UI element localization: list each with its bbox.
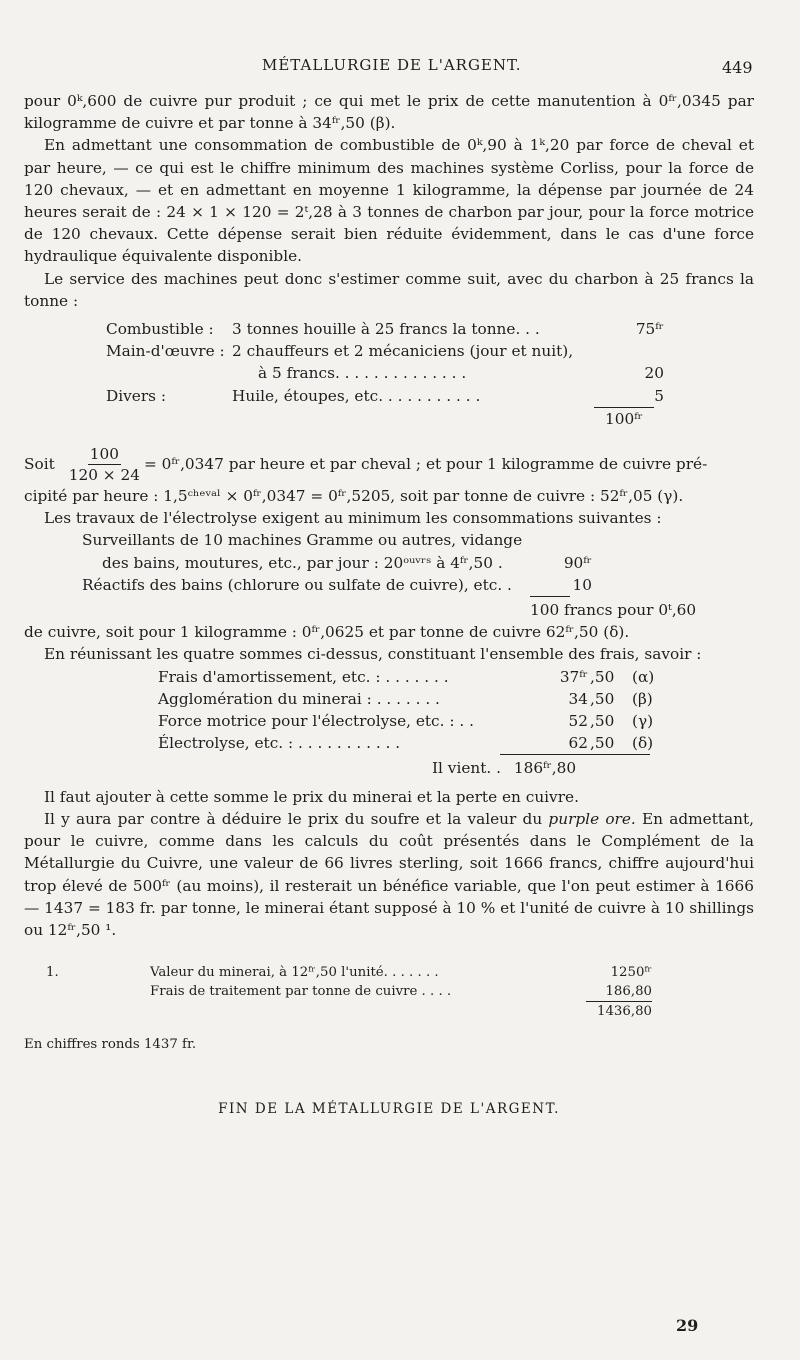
table-cell-desc: des bains, moutures, etc., par jour : 20ᵒᵘᵛʳˢ à 4ᶠʳ,50 . [102, 553, 503, 572]
summary-total-value: 186ᶠʳ,80 [513, 759, 577, 778]
table-cell-amount [604, 340, 664, 362]
table-cell-amount: 186,80 [605, 984, 652, 1000]
table-cell-desc: Surveillants de 10 machines Gramme ou autres, vidange [82, 531, 523, 550]
footnote-table [24, 963, 754, 1001]
fraction-numerator: 100 [89, 445, 119, 464]
table-cell-amount: 10 [572, 575, 592, 594]
table-cell-dec: ,50 [590, 689, 615, 708]
soit-rest: = 0ᶠʳ,0347 par heure et par cheval ; et pour 1 kilogramme de cuivre pré- [143, 455, 708, 474]
table-cell-desc: Force motrice pour l'électrolyse, etc. : . . [158, 712, 474, 731]
running-title: MÉTALLURGIE DE L'ARGENT. [262, 56, 522, 74]
table-cell-int: 62 [568, 734, 588, 753]
table-cell-label: Main-d'œuvre : [106, 342, 225, 361]
body-text [24, 90, 754, 1120]
machine-costs-total: 100ᶠʳ [594, 407, 654, 430]
table-cell-amount [552, 529, 592, 551]
footnote-round: En chiffres ronds 1437 fr. [24, 1037, 197, 1053]
fraction [69, 444, 140, 485]
table-cell-int: 52 [568, 712, 588, 731]
footnote-total: 1436,80 [586, 1001, 652, 1021]
table-cell-desc: Agglomération du minerai : . . . . . . . [158, 689, 440, 708]
paragraph-4: Les travaux de l'électrolyse exigent au minimum les consommations suivantes : [44, 509, 662, 528]
table-cell-desc: Électrolyse, etc. : . . . . . . . . . . . [158, 734, 401, 753]
table-cell-dec: ,50 [590, 712, 615, 731]
table-cell-greek: (γ) [632, 712, 654, 731]
table-cell-desc: 2 chauffeurs et 2 mécaniciens (jour et nuit), [232, 342, 574, 361]
table-cell-desc: Huile, étoupes, etc. . . . . . . . . . . [232, 386, 481, 405]
table-cell-amount: 5 [654, 386, 664, 405]
summary-table [158, 666, 754, 755]
table-cell-label: Divers : [106, 386, 167, 405]
paragraph-6: En réunissant les quatre sommes ci-dessus, constituant l'ensemble des frais, savoir : [44, 645, 702, 664]
table-cell-dec: ,50 [590, 734, 615, 753]
paragraph-8-before: Il y aura par contre à déduire le prix du soufre et la valeur du [44, 809, 549, 828]
table-cell-amount: 90ᶠʳ [563, 553, 592, 572]
paragraph-1: pour 0ᵏ,600 de cuivre pur produit ; ce qui met le prix de cette manutention à 0ᶠʳ,0345 par kilogramme de cuivre et par tonne à 34ᶠʳ,50 (β). [24, 92, 754, 133]
table-cell-desc: Frais de traitement par tonne de cuivre . . . . [150, 984, 452, 1000]
table-cell-amount: 75ᶠʳ [635, 320, 664, 339]
table-cell-int: 37ᶠʳ [559, 667, 588, 686]
table-cell-greek: (δ) [632, 734, 654, 753]
paragraph-8 [24, 808, 754, 941]
table-cell-greek: (β) [632, 689, 653, 708]
signature-number: 29 [676, 1316, 699, 1335]
paragraph-2: En admettant une consommation de combustible de 0ᵏ,90 à 1ᵏ,20 par force de cheval et par heure, — ce qui est le chiffre minimum des machines système Corliss, pour la force de 120 chevaux, — et en admettant en moyenne 1 kilogramme, la dépense par journée de 24 heures serait de : 24 × 1 × 120 = 2ᵗ,28 à 3 tonnes de charbon par jour, pour la force motrice de 120 chevaux. Cette dépense serait bien réduite évidemment, dans le cas d'une force hydraulique équivalente disponible. [24, 136, 754, 266]
table-cell-dec: ,50 [590, 667, 615, 686]
table-cell-desc: 3 tonnes houille à 25 francs la tonne. . . [232, 320, 540, 339]
table-cell-desc: Valeur du minerai, à 12ᶠʳ,50 l'unité. . . . . . . [150, 965, 439, 981]
page-header [0, 56, 800, 80]
paragraph-8-after: En admettant, pour le cuivre, comme dans les calculs du coût présentés dans le Complément de la Métallurgie du Cuivre, une valeur de 66 livres sterling, soit 1666 francs, chiffre aujourd'hui trop élevé de 500ᶠʳ (au moins), il resterait un bénéfice variable, que l'on peut estimer à 1666 — 1437 = 183 fr. par tonne, le minerai étant supposé à 10 % et l'unité de cuivre à 10 shillings ou 12ᶠʳ,50 ¹. [24, 809, 754, 939]
table-cell-desc: Frais d'amortissement, etc. : . . . . . . . [158, 667, 449, 686]
footnote-marker: 1. [46, 965, 59, 981]
table-cell-int: 34 [568, 689, 588, 708]
page-number: 449 [722, 58, 753, 77]
footnote-spacer [24, 982, 150, 1001]
paragraph-3: Le service des machines peut donc s'estimer comme suit, avec du charbon à 25 francs la tonne : [24, 269, 754, 310]
fraction-denominator: 120 × 24 [68, 466, 140, 485]
electrolysis-total-text: 100 francs pour 0ᵗ,60 [530, 601, 697, 620]
soit-continuation: cipité par heure : 1,5ᶜʰᵉᵛᵃˡ × 0ᶠʳ,0347 = 0ᶠʳ,5205, soit par tonne de cuivre : 52ᶠʳ,05 (γ). [24, 487, 684, 506]
paragraph-7: Il faut ajouter à cette somme le prix du minerai et la perte en cuivre. [44, 787, 579, 806]
footnote [24, 963, 754, 1054]
table-cell-desc: à 5 francs. . . . . . . . . . . . . . [258, 364, 467, 383]
table-cell-amount: 20 [644, 364, 664, 383]
soit-formula [24, 444, 754, 485]
table-cell-greek: (α) [632, 667, 655, 686]
table-cell-label: Combustible : [106, 320, 214, 339]
soit-word: Soit [24, 455, 55, 474]
paragraph-5: de cuivre, soit pour 1 kilogramme : 0ᶠʳ,0625 et par tonne de cuivre 62ᶠʳ,50 (δ). [24, 623, 630, 642]
machine-costs-table [106, 318, 754, 407]
table-cell-desc: Réactifs des bains (chlorure ou sulfate de cuivre), etc. . [82, 575, 512, 594]
table-cell-label [106, 362, 232, 384]
summary-total-label: Il vient. . [432, 759, 501, 778]
total-rule [500, 754, 650, 755]
electrolysis-table [82, 529, 754, 596]
electrolysis-total [530, 596, 754, 621]
end-title: FIN DE LA MÉTALLURGIE DE L'ARGENT. [218, 1101, 560, 1118]
table-cell-amount: 1250ᶠʳ [610, 965, 652, 981]
summary-total [432, 754, 754, 779]
total-rule [530, 596, 570, 597]
purple-ore-italic: purple ore. [548, 809, 636, 828]
